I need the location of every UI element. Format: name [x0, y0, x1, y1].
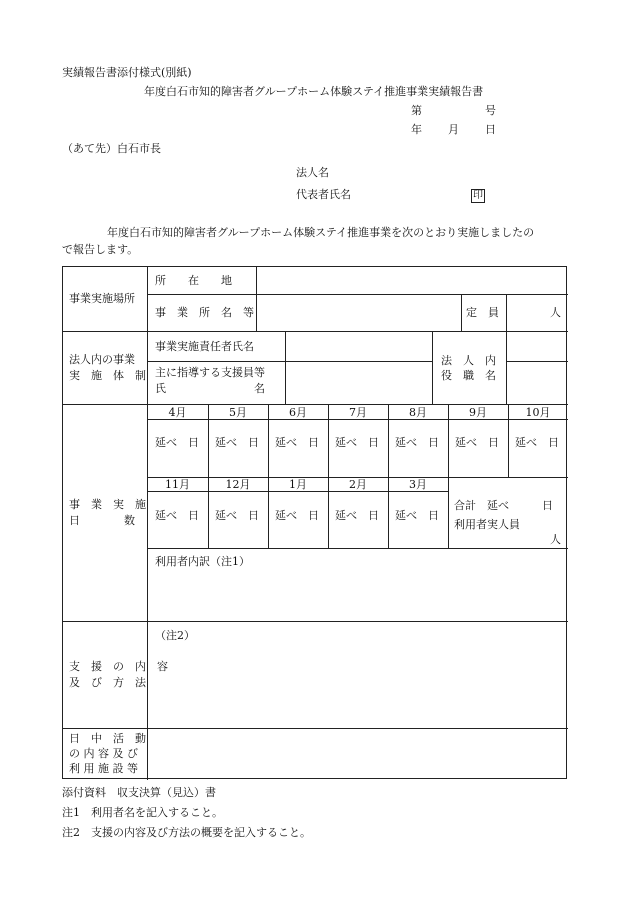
month-label: 5月: [229, 406, 247, 419]
note-1: 注1 利用者名を記入すること。: [62, 806, 223, 819]
number-suffix: 号: [485, 104, 496, 117]
address-label: 所 在 地: [155, 274, 232, 287]
rule: [147, 361, 432, 362]
rule: [285, 331, 286, 404]
days-cell: 延べ 日: [215, 436, 259, 449]
actual-users-label: 利用者実人員: [454, 518, 520, 531]
rule: [461, 294, 462, 331]
month-label: 8月: [409, 406, 427, 419]
capacity-label: 定 員: [466, 306, 499, 319]
rule: [256, 267, 257, 331]
month-label: 4月: [168, 406, 187, 419]
days-cell: 延べ 日: [155, 509, 199, 522]
role-label-2: 役 職 名: [441, 369, 496, 382]
rule: [448, 477, 449, 548]
rule: [506, 294, 507, 331]
document-title: 年度白石市知的障害者グループホーム体験ステイ推進事業実績報告書: [144, 85, 484, 98]
supporter-label-1: 主に指導する支援員等: [155, 366, 265, 379]
rule: [63, 404, 568, 405]
rule: [506, 361, 568, 362]
note-2: 注2 支援の内容及び方法の概要を記入すること。: [62, 826, 311, 839]
date-day: 日: [485, 123, 496, 136]
days-cell: 延べ 日: [275, 436, 319, 449]
days-cell: 延べ 日: [275, 509, 319, 522]
seal-mark: [471, 188, 485, 203]
days-cell: 延べ 日: [335, 436, 379, 449]
days-cell: 延べ 日: [395, 436, 439, 449]
days-label-2: 日 数: [69, 514, 135, 527]
intro-line-2: で報告します。: [62, 243, 139, 256]
month-label: 7月: [349, 406, 367, 419]
seal-text: 印: [473, 190, 483, 201]
support-label-2: 及 び 方 法: [69, 676, 146, 689]
attachment-note: 添付資料 収支決算（見込）書: [62, 786, 216, 799]
days-cell: 延べ 日: [215, 509, 259, 522]
month-label: 1月: [289, 478, 307, 491]
corp-name-label: 法人名: [296, 166, 329, 179]
days-label-1: 事 業 実 施: [69, 498, 146, 511]
rule: [506, 331, 507, 404]
number-prefix: 第: [411, 104, 422, 117]
month-label: 9月: [469, 406, 487, 419]
rule: [147, 294, 568, 295]
rule: [147, 548, 568, 549]
month-label: 11月: [165, 478, 190, 491]
rule: [63, 331, 568, 332]
role-label-1: 法 人 内: [441, 354, 496, 367]
actual-users-unit: 人: [550, 533, 561, 546]
intro-line-1: 年度白石市知的障害者グループホーム体験ステイ推進事業を次のとおり実施しましたの: [107, 226, 535, 239]
form-label: 実績報告書添付様式(別紙): [62, 66, 192, 79]
report-table: [62, 266, 567, 779]
month-label: 10月: [525, 406, 551, 419]
month-label: 12月: [225, 478, 251, 491]
day-activity-label-3: 利 用 施 設 等: [69, 762, 138, 775]
representative-label: 代表者氏名: [296, 188, 351, 201]
month-label: 3月: [409, 478, 427, 491]
supporter-label-2: 氏 名: [155, 382, 265, 395]
days-cell: 延べ 日: [515, 436, 559, 449]
date-year: 年: [411, 123, 422, 136]
addressee: （あて先）白石市長: [62, 142, 161, 155]
users-breakdown-label: 利用者内訳（注1）: [155, 555, 250, 568]
month-label: 2月: [349, 478, 367, 491]
support-label-1: 支 援 の 内 容: [69, 660, 168, 673]
day-activity-label-2: の 内 容 及 び: [69, 747, 138, 760]
day-activity-label-1: 日 中 活 動: [69, 732, 146, 745]
days-cell: 延べ 日: [335, 509, 379, 522]
total-days-label: 合計 延べ 日: [454, 499, 553, 512]
rule: [147, 267, 148, 780]
system-label-1: 法人内の事業: [69, 353, 135, 366]
note2-reference: （注2）: [155, 629, 195, 642]
days-cell: 延べ 日: [155, 436, 199, 449]
capacity-unit: 人: [550, 306, 561, 319]
month-label: 6月: [289, 406, 307, 419]
system-label-2: 実 施 体 制: [69, 369, 146, 382]
days-cell: 延べ 日: [455, 436, 499, 449]
rule: [432, 331, 433, 404]
date-month: 月: [448, 123, 459, 136]
manager-label: 事業実施責任者氏名: [155, 340, 254, 353]
rule: [63, 621, 568, 622]
facility-name-label: 事 業 所 名 等: [155, 306, 254, 319]
days-cell: 延べ 日: [395, 509, 439, 522]
rule: [63, 728, 568, 729]
site-label: 事業実施場所: [69, 292, 135, 305]
